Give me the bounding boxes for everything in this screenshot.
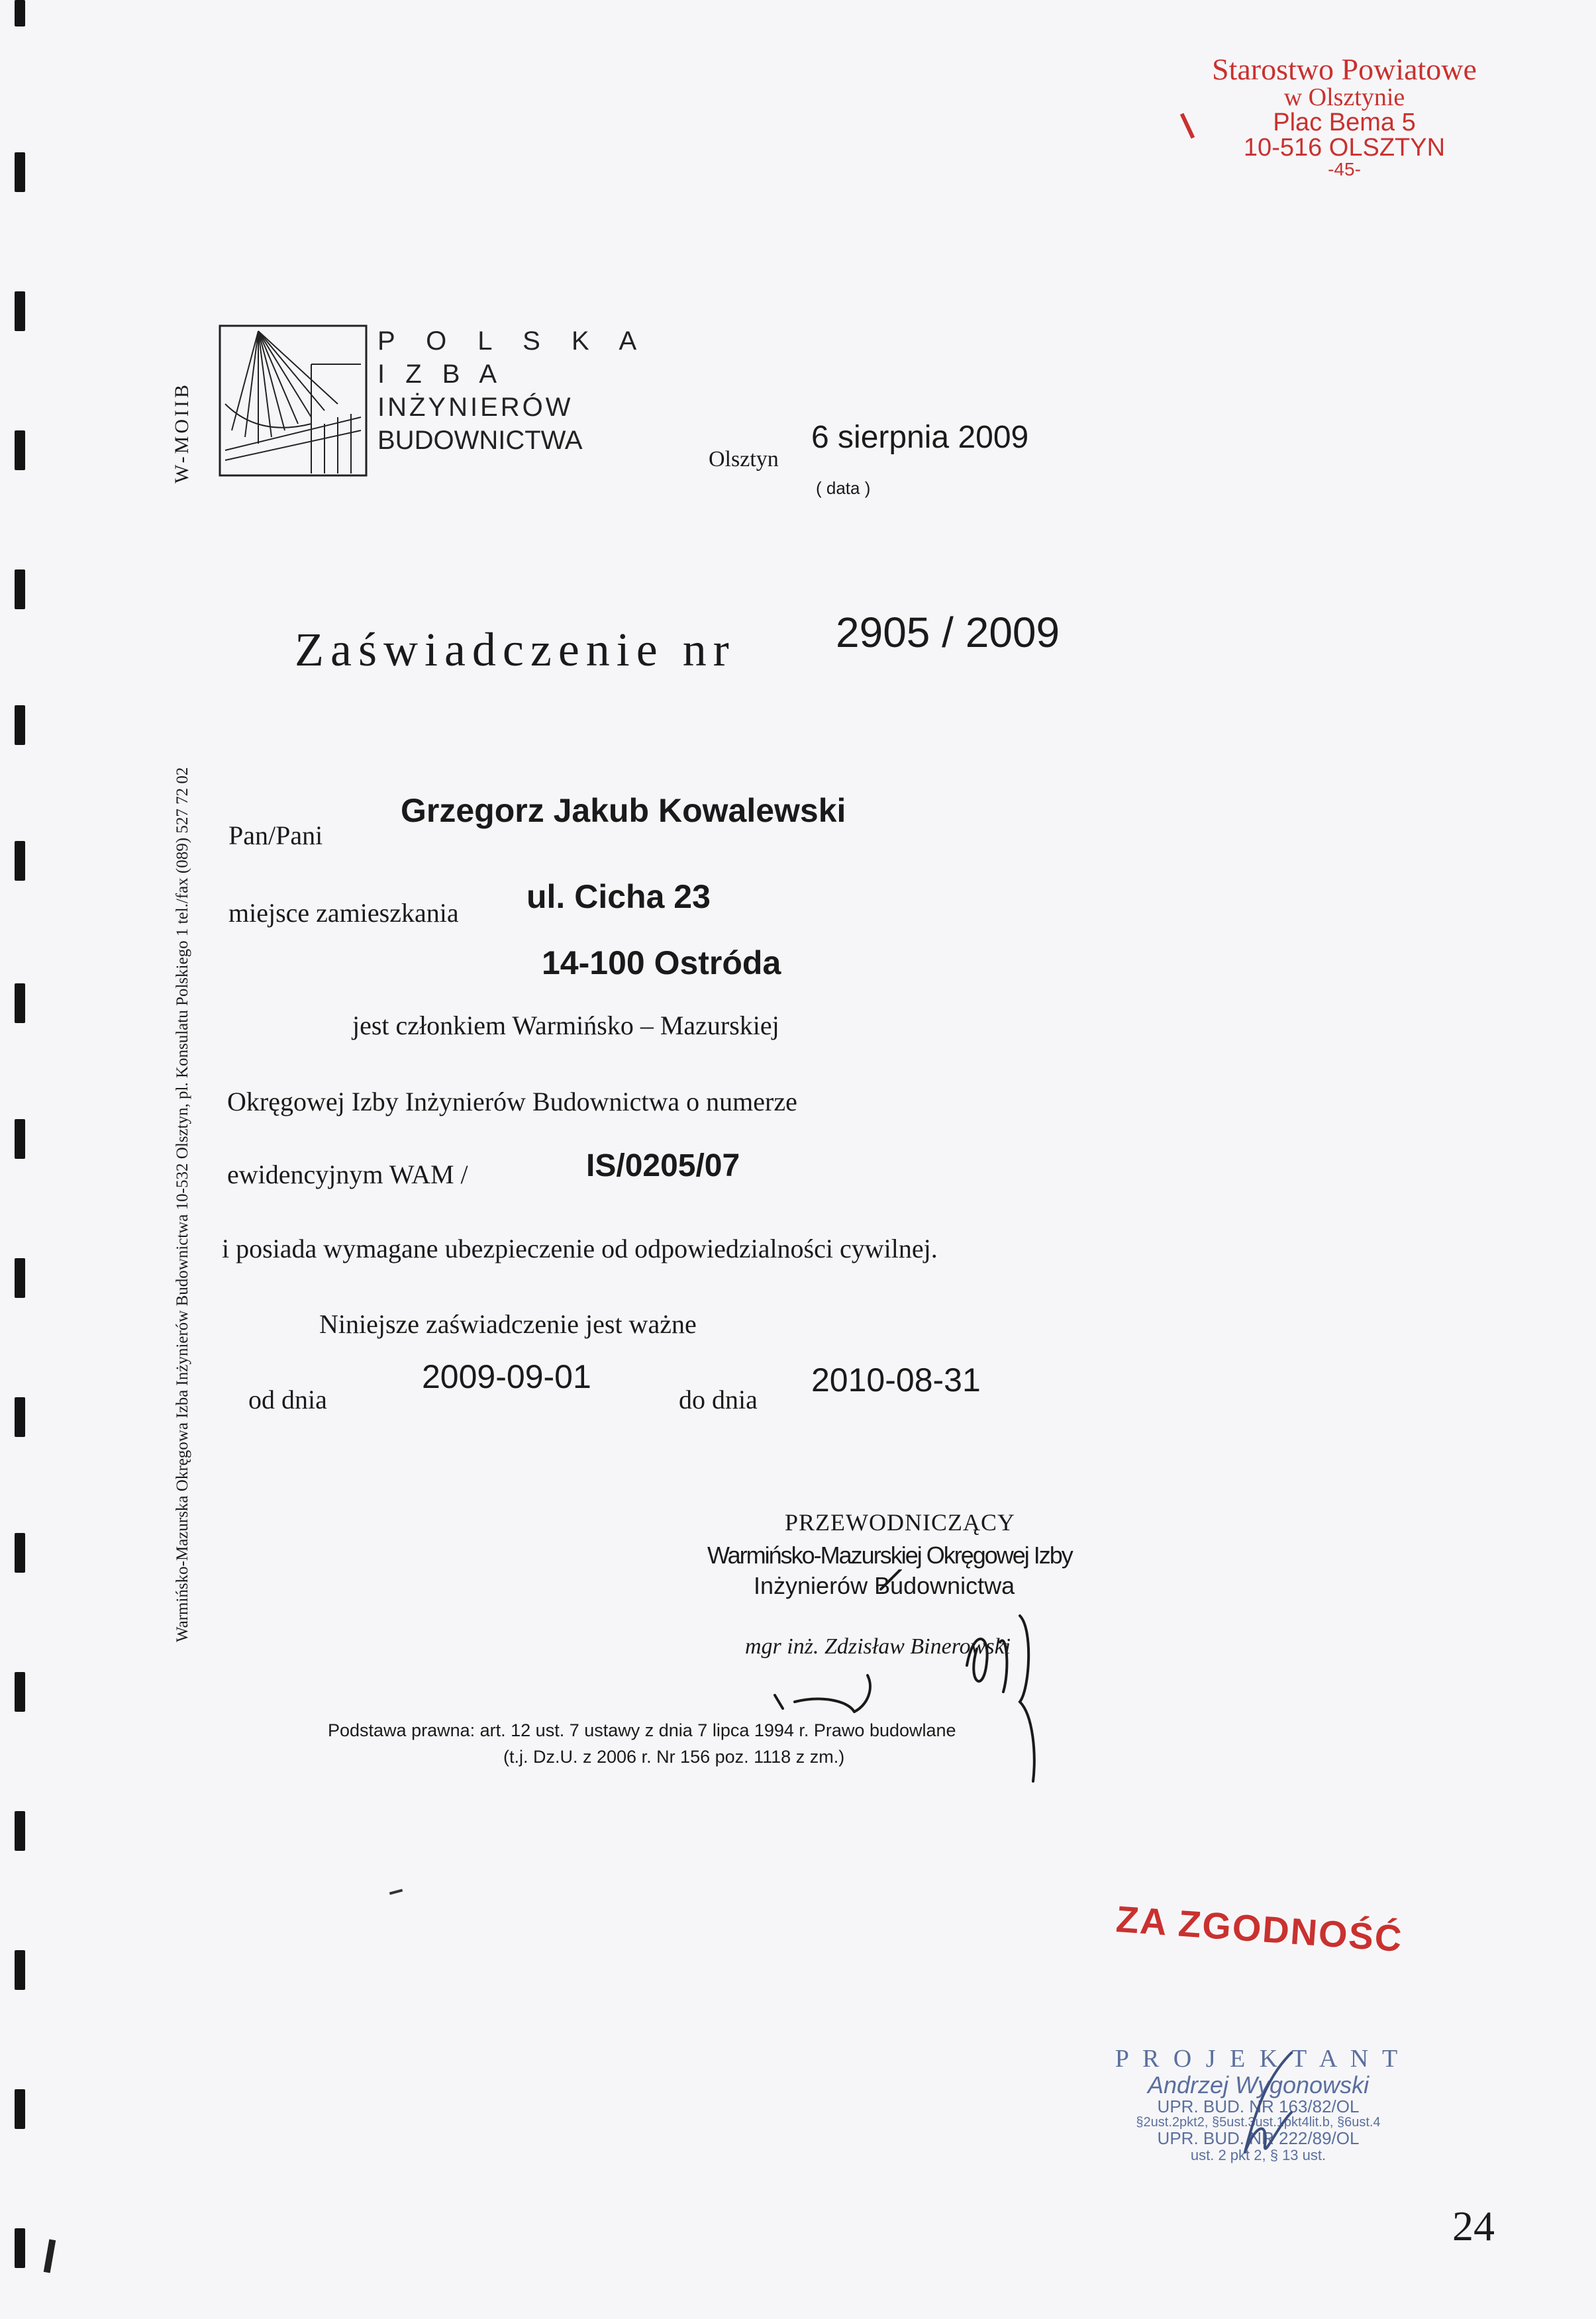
binding-hole <box>15 2228 25 2268</box>
binding-hole <box>15 1258 25 1298</box>
stamp-office-city: w Olsztynie <box>1283 83 1405 111</box>
binding-hole <box>15 152 25 192</box>
designer-stamp-licence2: UPR. BUD. NR 222/89/OL <box>1157 2128 1360 2148</box>
binding-hole <box>15 569 25 609</box>
issue-date: 6 sierpnia 2009 <box>811 420 1029 455</box>
logo-side-label-wrap <box>171 318 197 490</box>
sidebar-address-wrap <box>174 550 207 1675</box>
designer-stamp-scope: §2ust.2pkt2, §5ust.3ust.1pkt4lit.b, §6ust.4 <box>1136 2114 1381 2130</box>
address-label: miejsce zamieszkania <box>228 898 459 928</box>
chamber-name-line4: BUDOWNICTWA <box>377 426 583 455</box>
signatory-org-line1: Warmińsko-Mazurskiej Okręgowej Izby <box>707 1542 1072 1569</box>
chamber-name-line1: P O L S K A <box>377 326 649 356</box>
binding-hole <box>15 983 25 1023</box>
designer-stamp-licence1: UPR. BUD. NR 163/82/OL <box>1157 2096 1360 2116</box>
registry-label: ewidencyjnym WAM / <box>227 1160 468 1189</box>
stamp-office-postcode: 10-516 OLSZTYN <box>1243 134 1446 162</box>
valid-from-label: od dnia <box>248 1385 327 1414</box>
binding-hole <box>15 1950 25 1990</box>
membership-line2: Okręgowej Izby Inżynierów Budownictwa o numerze <box>227 1087 797 1116</box>
legal-basis-line2: (t.j. Dz.U. z 2006 r. Nr 156 poz. 1118 z zm.) <box>503 1747 845 1767</box>
stamp-office-number: -45- <box>1328 159 1361 179</box>
issue-place: Olsztyn <box>709 447 779 471</box>
address-street: ul. Cicha 23 <box>526 878 711 915</box>
scan-speck <box>389 1889 403 1895</box>
address-city: 14-100 Ostróda <box>542 944 781 981</box>
issue-date-caption: ( data ) <box>816 478 871 498</box>
binding-hole <box>15 705 25 745</box>
designer-signature <box>1219 2046 1311 2179</box>
certificate-number: 2905 / 2009 <box>836 609 1060 656</box>
signatory-title: PRZEWODNICZĄCY <box>785 1509 1015 1536</box>
chamber-name-line2: I Z B A <box>377 360 504 389</box>
binding-hole <box>15 0 25 26</box>
binding-hole <box>15 841 25 881</box>
holder-name: Grzegorz Jakub Kowalewski <box>401 792 846 829</box>
logo-side-label: W-MOIIB <box>171 382 193 483</box>
signatory-name: mgr inż. Zdzisław Binerowski <box>745 1634 1011 1659</box>
holder-name-label: Pan/Pani <box>228 820 323 850</box>
valid-from-date: 2009-09-01 <box>422 1358 591 1395</box>
binding-hole <box>15 2089 25 2129</box>
sidebar-address: Warmińsko-Mazurska Okręgowa Izba Inżynierów Budownictwa 10-532 Olsztyn, pl. Konsulatu Polskiego 1 tel./fax (089) 527 72 02 <box>174 767 191 1642</box>
certificate-title: Zaświadczenie nr <box>295 623 736 676</box>
valid-to-label: do dnia <box>679 1385 758 1414</box>
registry-number: IS/0205/07 <box>586 1148 740 1183</box>
binding-hole <box>15 1811 25 1851</box>
designer-stamp-scope2: ust. 2 pkt 2, § 13 ust. <box>1190 2147 1326 2164</box>
chamber-name-line3: INŻYNIERÓW <box>377 393 574 422</box>
binding-hole <box>15 1119 25 1159</box>
page-number: 24 <box>1452 2202 1495 2249</box>
stamp-office-street: Plac Bema 5 <box>1273 109 1416 136</box>
valid-to-date: 2010-08-31 <box>811 1361 981 1399</box>
designer-stamp-title: P R O J E K T A N T <box>1115 2045 1402 2073</box>
designer-stamp-name: Andrzej Wygonowski <box>1147 2071 1370 2098</box>
binding-hole <box>15 291 25 331</box>
binding-hole <box>15 1533 25 1573</box>
insurance-statement: i posiada wymagane ubezpieczenie od odpowiedzialności cywilnej. <box>222 1234 938 1263</box>
scan-mark <box>44 2240 56 2273</box>
signatory-org-line2: Inżynierów Budownictwa <box>754 1572 1015 1599</box>
stamp-office-name: Starostwo Powiatowe <box>1212 52 1477 86</box>
chamber-name <box>377 324 648 457</box>
binding-hole <box>15 1672 25 1712</box>
membership-line1: jest członkiem Warmińsko – Mazurskiej <box>352 1011 779 1040</box>
binding-hole <box>15 430 25 470</box>
legal-basis-line1: Podstawa prawna: art. 12 ust. 7 ustawy z dnia 7 lipca 1994 r. Prawo budowlane <box>328 1720 956 1740</box>
conformity-stamp: ZA ZGODNOŚĆ <box>1115 1897 1405 1960</box>
validity-statement: Niniejsze zaświadczenie jest ważne <box>319 1309 697 1339</box>
binding-hole <box>15 1397 25 1437</box>
chamber-logo-icon <box>219 324 368 477</box>
office-stamp <box>1166 54 1523 179</box>
chamber-logo <box>219 324 368 480</box>
